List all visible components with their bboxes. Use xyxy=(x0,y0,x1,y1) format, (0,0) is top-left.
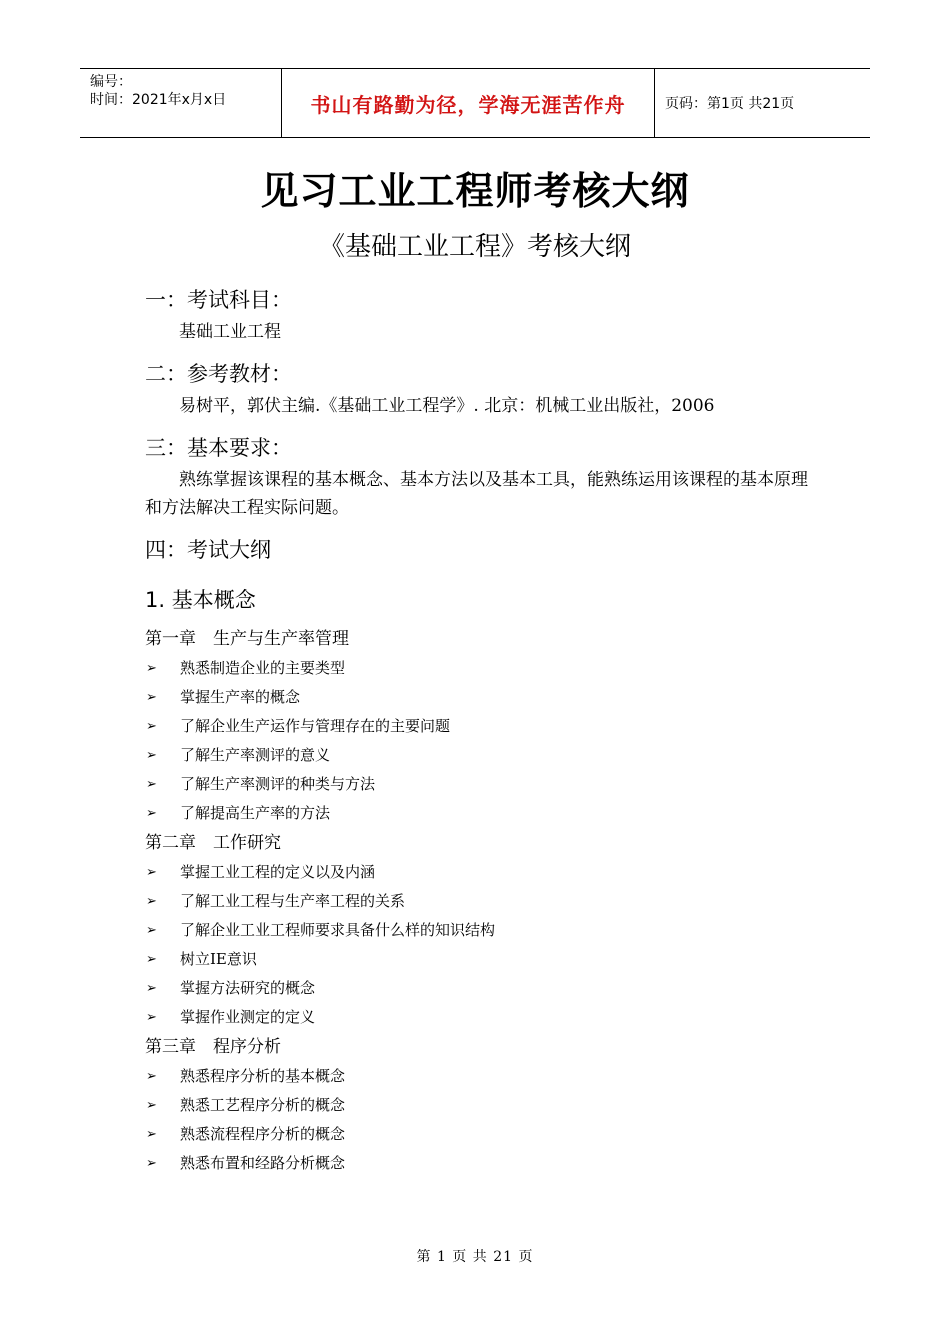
list-item xyxy=(145,1003,815,1032)
list-item-text: 掌握生产率的概念 xyxy=(180,688,301,706)
list-item xyxy=(145,1120,815,1149)
chapter-list xyxy=(145,624,815,1178)
list-item xyxy=(145,887,815,916)
list-item xyxy=(145,654,815,683)
header-page-label: 页码：第1页 共21页 xyxy=(665,96,795,112)
list-item-text: 树立IE意识 xyxy=(180,950,257,968)
arrow-bullet-icon: ➢ xyxy=(146,952,157,967)
document-title: 见习工业工程师考核大纲 xyxy=(260,169,690,213)
list-item-text: 了解生产率测评的意义 xyxy=(180,746,331,764)
list-item-text: 熟悉制造企业的主要类型 xyxy=(180,659,346,677)
arrow-bullet-icon: ➢ xyxy=(146,1127,157,1142)
list-item-text: 熟悉流程程序分析的概念 xyxy=(180,1125,346,1143)
arrow-bullet-icon: ➢ xyxy=(146,1069,157,1084)
section-text-subject: 基础工业工程 xyxy=(179,322,281,342)
arrow-bullet-icon: ➢ xyxy=(146,1010,157,1025)
arrow-bullet-icon: ➢ xyxy=(146,719,157,734)
list-item xyxy=(145,799,815,828)
list-item xyxy=(145,974,815,1003)
arrow-bullet-icon: ➢ xyxy=(146,1098,157,1113)
list-item-text: 掌握作业测定的定义 xyxy=(180,1008,316,1026)
list-item-text: 掌握工业工程的定义以及内涵 xyxy=(180,863,376,881)
list-item-text: 熟悉布置和经路分析概念 xyxy=(180,1154,346,1172)
section-text-requirements: 熟练掌握该课程的基本概念、基本方法以及基本工具，能熟练运用该课程的基本原理和方法解决工程实际问题。 xyxy=(145,470,808,518)
list-item xyxy=(145,1062,815,1091)
arrow-bullet-icon: ➢ xyxy=(146,981,157,996)
section-heading-subject: 一：考试科目： xyxy=(145,288,292,312)
section-heading-outline: 四：考试大纲 xyxy=(145,538,271,562)
list-item xyxy=(145,1149,815,1178)
chapter-item-list xyxy=(145,858,815,1032)
page-footer: 第 1 页 共 21 页 xyxy=(416,1249,534,1265)
list-item-text: 熟悉工艺程序分析的概念 xyxy=(180,1096,346,1114)
list-item xyxy=(145,858,815,887)
arrow-bullet-icon: ➢ xyxy=(146,661,157,676)
arrow-bullet-icon: ➢ xyxy=(146,923,157,938)
list-item xyxy=(145,945,815,974)
chapter-item-list xyxy=(145,1062,815,1178)
section-text-textbook: 易树平，郭伏主编.《基础工业工程学》. 北京：机械工业出版社，2006 xyxy=(179,396,715,416)
arrow-bullet-icon: ➢ xyxy=(146,894,157,909)
arrow-bullet-icon: ➢ xyxy=(146,1156,157,1171)
list-item xyxy=(145,741,815,770)
time-label: 时间：2021年x月x日 xyxy=(90,92,227,108)
document-body xyxy=(145,282,815,1178)
list-item-text: 熟悉程序分析的基本概念 xyxy=(180,1067,346,1085)
chapter-title: 第二章 工作研究 xyxy=(145,833,281,853)
section-heading-requirements: 三：基本要求： xyxy=(145,436,292,460)
list-item-text: 了解生产率测评的种类与方法 xyxy=(180,775,376,793)
chapter-title: 第三章 程序分析 xyxy=(145,1037,281,1057)
list-item xyxy=(145,916,815,945)
arrow-bullet-icon: ➢ xyxy=(146,690,157,705)
list-item xyxy=(145,683,815,712)
list-item xyxy=(145,712,815,741)
arrow-bullet-icon: ➢ xyxy=(146,777,157,792)
list-item-text: 掌握方法研究的概念 xyxy=(180,979,316,997)
list-item xyxy=(145,770,815,799)
number-label: 编号： xyxy=(90,74,132,90)
section-heading-textbook: 二：参考教材： xyxy=(145,362,292,386)
list-item-text: 了解企业生产运作与管理存在的主要问题 xyxy=(180,717,451,735)
chapter-title: 第一章 生产与生产率管理 xyxy=(145,629,349,649)
list-item-text: 了解企业工业工程师要求具备什么样的知识结构 xyxy=(180,921,496,939)
page-header xyxy=(80,68,870,138)
chapter-item-list xyxy=(145,654,815,828)
list-item-text: 了解工业工程与生产率工程的关系 xyxy=(180,892,406,910)
header-meta xyxy=(80,69,281,137)
header-motto: 书山有路勤为径，学海无涯苦作舟 xyxy=(281,69,655,137)
outline-title: 1. 基本概念 xyxy=(145,588,256,612)
list-item-text: 了解提高生产率的方法 xyxy=(180,804,331,822)
arrow-bullet-icon: ➢ xyxy=(146,806,157,821)
document-subtitle: 《基础工业工程》考核大纲 xyxy=(318,232,631,262)
arrow-bullet-icon: ➢ xyxy=(146,865,157,880)
list-item xyxy=(145,1091,815,1120)
arrow-bullet-icon: ➢ xyxy=(146,748,157,763)
